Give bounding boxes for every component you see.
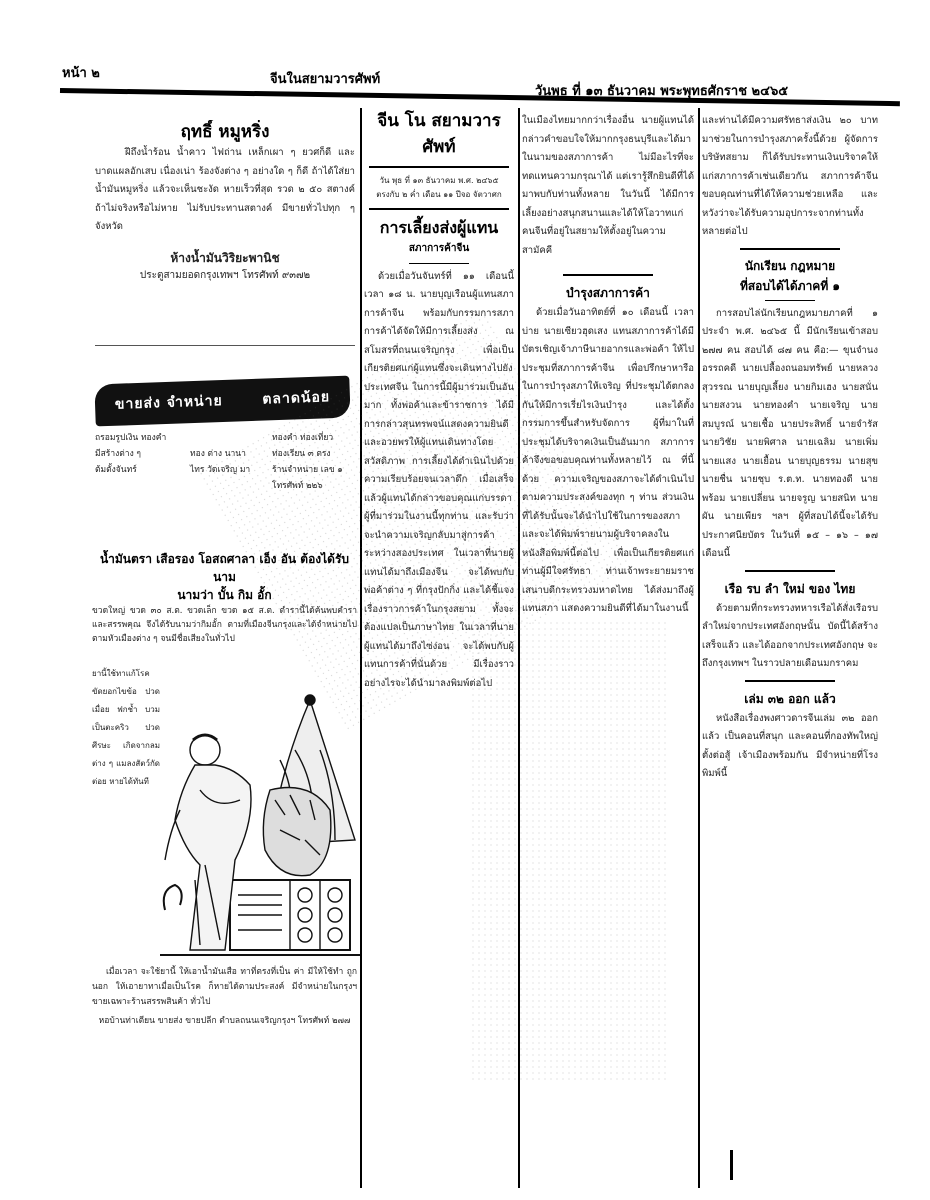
ad-tiger-balm-header: [92, 550, 357, 650]
text-cursor-icon: [730, 1150, 733, 1180]
section-title-warship: เรือ รบ ลำ ใหม่ ของ ไทย: [724, 581, 856, 596]
shop-banner: [94, 376, 350, 427]
shop-list-item: ต้มตั้งจันทร์: [95, 465, 137, 475]
ad-subtitle: นามว่า บั้น กิม อั้ก: [177, 588, 272, 602]
rule: [563, 274, 653, 276]
rule: [765, 300, 815, 301]
section-subtitle-law-students: ที่สอบได้ได้ภาคที่ ๑: [739, 278, 841, 293]
shop-list-item: ท่องเรียน ๓ ตรง: [272, 449, 331, 459]
column-3: [522, 112, 694, 1187]
section-title-law-students: นักเรียน กฎหมาย: [744, 258, 836, 273]
article-subtitle: สภาการค้าจีน: [408, 243, 470, 254]
divider: [95, 345, 355, 346]
shop-list-col2: [190, 446, 270, 478]
rule: [369, 166, 509, 168]
shop-list-item: ทอง ต่าง นานา: [190, 449, 246, 459]
rule: [409, 263, 469, 264]
ad-body: ขวดใหญ่ ขวด ๓๐ ส.ต. ขวดเล็ก ขวด ๑๕ ส.ต. ตำรานี้ได้ค้นพบคำรา และสรรพคุณ จึงได้รับนามว่ากิมอั้ก ตามที่เมืองจีนกรุงและได้จำหน่ายไปตามหัวเมืองต่าง ๆ จนมีชื่อเสียงในทั่วไป: [92, 606, 357, 644]
shop-list-item: ทองคำ ท่องเที่ยว: [272, 433, 334, 443]
ad-body: ฝีถึงน้ำร้อน น้ำคาว ไฟถ่าน เหล็กเผา ๆ ยวศก็ดี และบาดแผลอักเสบ เนื่องเน่า ร้องจังต่าง ๆ อย่างใด ๆ ก็ดี ถ้าได้ใส่ยาน้ำมันหมูหริ่ง แล้วจะเห็นชะงัด หายเร็วที่สุด รวด ๒ ๕๐ สตางค์ ถ้าไม่จริงหรือไม่หาย ไม่รับประทานสตางค์ มีขายทั่วไปทุก ๆ จังหวัด: [95, 147, 355, 232]
section-body-law-students: การสอบไล่นักเรียนกฎหมายภาคที่ ๑ ประจำ พ.ศ. ๒๔๖๕ นี้ มีนักเรียนเข้าสอบ ๒๗๗ คน สอบได้ ๘๗ คน คือ:— ขุนจำนงอรรถคดี นายเปลื้องถนอมทรัพย์ นายหลวงสุวรรณ นายบุญเลี้ยง นายกิมเฮง นายสนั่น นายสงวน นายทองคำ นายเจริญ นายสมบูรณ์ นายเชื้อ นายประสิทธิ์ นายจำรัส นายวิชัย นายพิศาล นายเฉลิม นายเพิ่ม นายแสง นายเยื้อน นายบุญธรรม นายสุข นายชื่น นายชุบ ร.ต.ท. นายทองดี นายพร้อม นายเปลี่ยน นายจรูญ นายสนิท นายผัน นายเพียร ฯลฯ ผู้ที่สอบได้นี้จะได้รับประกาศนียบัตร ในวันที่ ๑๕ – ๑๖ – ๑๗ เดือนนี้: [702, 307, 878, 559]
rule: [740, 248, 840, 250]
shop-list-item: ร้านจำหน่าย เลข ๑: [272, 465, 343, 475]
column-2: [364, 108, 514, 1188]
shop-list-item: ถรอมรูปเงิน ทองคำ: [95, 433, 167, 443]
shop-list-col3: [272, 430, 357, 494]
column-divider: [360, 108, 362, 1188]
ad-address: ประตูสามยอดกรุงเทพฯ โทรศัพท์ ๙๓๗๒: [139, 270, 311, 281]
section-body-chamber: ด้วยเมื่อวันอาทิตย์ที่ ๑๐ เดือนนี้ เวลาบ่าย นายเซียวฮุดเสง แทนสภาการค้าได้มีบัตรเชิญเจ้าภาษีนายอากรและพ่อค้า ให้ไปประชุมที่สภาการค้าจีน เพื่อปรึกษาหารือในการบำรุงสภาให้เจริญ ที่ประชุมได้ตกลงกันให้มีการเรี่ยไรเงินบำรุง และได้ตั้งกรรมการขึ้นสำหรับจัดการ ผู้ที่มาในที่ประชุมได้บริจาคเงินเป็นอันมาก สภาการค้าจึงขอขอบคุณท่านทั้งหลายไว้ ณ ที่นี้ด้วย ความเจริญของสภาจะได้ดำเนินไปตามความประสงค์ของทุก ๆ ท่าน ส่วนเงินที่ได้รับนั้นจะได้นำไปใช้ในการของสภา และจะได้พิมพ์รายนามผู้บริจาคลงในหนังสือพิมพ์นี้ต่อไป เพื่อเป็นเกียรติยศแก่ท่านผู้มีใจศรัทธา ท่านเจ้าพระยายมราช เสนาบดีกระทรวงมหาดไทย ได้ส่งมาถึงผู้แทนสภา แสดงความยินดีที่ได้มาในงานนี้: [522, 307, 694, 614]
section-body-volume: หนังสือเรื่องพงศาวดารจีนเล่ม ๓๒ ออกแล้ว เป็นคอนที่สนุก และคอนที่กองทัพใหญ่ตั้งต่อสู้ เจ้าเมืองพร้อมกัน มีจำหน่ายที่โรงพิมพ์นี้: [702, 712, 878, 779]
section-body-warship: ด้วยตามที่กระทรวงทหารเรือได้สั่งเรือรบลำใหม่จากประเทศอังกฤษนั้น บัดนี้ได้สร้างเสร็จแล้ว และได้ออกจากประเทศอังกฤษ จะถึงกรุงเทพฯ ในราวปลายเดือนมกราคม: [702, 602, 878, 669]
ad-title: ฤทธิ์ หมูหริ่ง: [180, 122, 270, 142]
ad-side-paragraph: ยานี้ใช้ทาแก้โรค ขัดยอกไขข้อ ปวดเมื่อย ฟกช้ำ บวม เป็นตะคริว ปวดศีรษะ เกิดจากลมต่าง ๆ แมลงสัตว์กัดต่อย หายได้ทันที: [92, 669, 160, 786]
column-divider: [518, 108, 520, 1188]
shop-list-item: โทรศัพท์ ๒๒๖: [272, 481, 323, 491]
article-continued: และท่านได้มีความศรัทธาส่งเงิน ๒๐ บาท มาช่วยในการบำรุงสภาครั้งนี้ด้วย ผู้จัดการบริษัทสยาม ก็ได้รับประทานเงินบริจาคให้แก่สภาการค้าเช่นเดียวกัน สภาการค้าจีนขอบคุณท่านที่ได้ให้ความช่วยเหลือ และหวังว่าจะได้รับความอุปการะจากท่านทั้งหลายต่อไป: [702, 115, 878, 237]
ad-footer: หอบ้านท่าเตียน ขายส่ง ขายปลีก ตำบลถนนเจริญกรุงฯ โทรศัพท์ ๒๗๗: [98, 1016, 351, 1026]
article-body: ด้วยเมื่อวันจันทร์ที่ ๑๑ เดือนนี้ เวลา ๑๘ น. นายบุญเรือนผู้แทนสภาการค้าจีน พร้อมกับกรรมการสภาการค้าได้จัดให้มีการเลี้ยงส่ง ณ สโมสรที่ถนนเจริญกรุง เพื่อเป็นเกียรติยศแก่ผู้แทนซึ่งจะเดินทางไปยังประเทศจีน ในการนี้มีผู้มาร่วมเป็นอันมาก ทั้งพ่อค้าและข้าราชการ ได้มีการกล่าวสุนทรพจน์แสดงความยินดี และอวยพรให้ผู้แทนเดินทางโดยสวัสดิภาพ การเลี้ยงได้ดำเนินไปด้วยความเรียบร้อยจนเวลาดึก เมื่อเสร็จแล้วผู้แทนได้กล่าวขอบคุณแก่บรรดาผู้ที่มาร่วมในงานนี้ทุกท่าน และรับว่าจะนำความเจริญกลับมาสู่การค้าระหว่างสองประเทศ ในเวลาที่นายผู้แทนได้มาถึงเมืองจีน จะได้พบกับพ่อค้าต่าง ๆ ที่กรุงปักกิ่ง และได้ชี้แจงเรื่องราวการค้าในกรุงสยาม ทั้งจะต้องแปลเป็นภาษาไทย ในเวลาที่นายผู้แทนได้มาถึงไซ่ง่อน จะได้พบกับผู้แทนการค้าที่นั่นด้วย มีเรื่องราวอย่างไรจะได้นำมาลงพิมพ์ต่อไป: [364, 270, 514, 689]
article-continued: ในเมืองไทยมากกว่าเรื่องอื่น นายผู้แทนได้กล่าวคำขอบใจให้มากกรุงธนบุรีและได้มาในนามของสภาการค้า ไม่มีอะไรที่จะทดแทนความกรุณาได้ แต่เรารู้สึกยินดีที่ได้มาพบกับท่านทั้งหลาย ในวันนี้ ได้มีการเลี้ยงอย่างสนุกสนานและได้ให้โอวาทแก่คนจีนที่อยู่ในสยามให้ตั้งอยู่ในความสามัคคี: [522, 115, 694, 256]
column-4: [702, 112, 878, 1187]
masthead-title: จีน โน สยามวารศัพท์: [377, 111, 501, 157]
rule: [369, 208, 509, 210]
ad-side-text: [92, 665, 160, 955]
masthead-lunar-date: ตรงกับ ๒ ค่ำ เดือน ๑๑ ปีจอ จัตวาศก: [376, 190, 502, 199]
issue-date: วันพุธ ที่ ๑๓ ธันวาคม พระพุทธศักราช ๒๔๖๕: [535, 84, 789, 99]
shop-list-col1: [95, 430, 185, 478]
ad-caption-text: เมื่อเวลา จะใช้ยานี้ ให้เอาน้ำมันเสือ ทาที่ตรงที่เป็น ค่า มีให้ใช้ทำ ถูกนอก ให้เอายาทาเมื่อเป็นโรค ก็หายได้ตามประสงค์ มีจำหน่ายในกรุงฯ ขายเฉพาะร้านสรรพสินค้า ทั่วไป: [92, 967, 357, 1007]
shop-list-item: ไทร วัดเจริญ มา: [190, 465, 251, 475]
tiger-balm-illustration: [160, 690, 360, 970]
shop-list-item: มีสร้างต่าง ๆ: [95, 449, 141, 459]
masthead-date: วัน พุธ ที่ ๑๓ ธันวาคม พ.ศ. ๒๔๖๕: [379, 176, 499, 185]
ad-signature: ห้างน้ำมันวิริยะพานิช: [170, 250, 280, 265]
ad-caption: [92, 965, 357, 1075]
section-title-chamber: บำรุงสภาการค้า: [566, 286, 650, 300]
rule: [745, 570, 835, 572]
banner-right-text: ตลาดน้อย: [262, 389, 331, 408]
article-title: การเลี้ยงส่งผู้แทน: [379, 218, 499, 237]
ad-title: น้ำมันตรา เสือรอง โอสถศาลา เอ็ง อัน ต้องได้รับนาม: [99, 552, 350, 584]
publication-name: จีนในสยามวารศัพท์: [270, 72, 381, 87]
banner-left-text: ขายส่ง จำหน่าย: [114, 392, 223, 413]
section-title-volume: เล่ม ๓๒ ออก แล้ว: [744, 691, 836, 706]
column-divider: [698, 108, 700, 1188]
ad-moo-ring: [95, 120, 355, 360]
page-number: หน้า ๒: [62, 66, 100, 81]
rule: [745, 680, 835, 682]
